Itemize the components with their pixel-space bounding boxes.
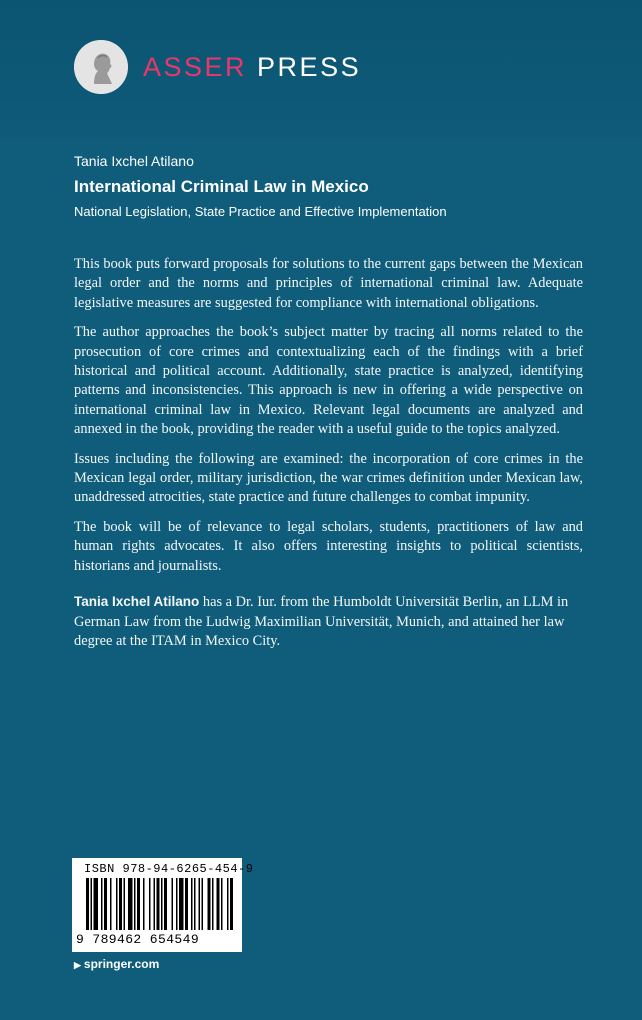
arrow-right-icon: ▶ xyxy=(74,960,81,970)
isbn-barcode xyxy=(72,858,254,952)
author-bio-text: has a Dr. Iur. from the Humboldt Universität Berlin, an LLM in German Law from the Ludwig Maximilian Universität, Munich, and attained her law degree at the ITAM in Mexico City. xyxy=(74,594,569,649)
book-subtitle: National Legislation, State Practice and Effective Implementation xyxy=(74,204,447,219)
springer-url: springer.com xyxy=(83,957,160,971)
blurb xyxy=(74,255,583,661)
barcode-bars xyxy=(76,878,238,934)
blurb-paragraph-4: The book will be of relevance to legal scholars, students, practitioners of law and human rights advocates. It also offers interesting insights to political scientists, historians and journalists. xyxy=(74,518,583,574)
author-bio xyxy=(74,592,583,651)
author-bio-name: Tania Ixchel Atilano xyxy=(74,594,200,610)
isbn-label: ISBN 978-94-6265-454-9 xyxy=(84,862,254,876)
brand-asser: ASSER xyxy=(143,52,248,82)
publisher-brand xyxy=(143,51,361,83)
book-title: International Criminal Law in Mexico xyxy=(74,177,369,196)
blurb-paragraph-2: The author approaches the book’s subject matter by tracing all norms related to the prosecution of core crimes and contextualizing each of the findings with a brief historical and political account. Additionally, state practice is analyzed, identifying patterns and inconsistencies. This approach is new in offering a wide perspective on international criminal law in Mexico. Relevant legal documents are analyzed and annexed in the book, providing the reader with a useful guide to the topics analyzed. xyxy=(74,324,583,438)
springer-link[interactable] xyxy=(74,957,159,971)
blurb-paragraph-1: This book puts forward proposals for solutions to the current gaps between the Mexican legal order and the norms and principles of international criminal law. Adequate legislative measures are suggested for compliance with international obligations. xyxy=(74,256,583,311)
book-author: Tania Ixchel Atilano xyxy=(74,153,194,169)
blurb-paragraph-3: Issues including the following are examined: the incorporation of core crimes in the Mexican legal order, military jurisdiction, the war crimes definition under Mexican law, unaddressed atrocities, state practice and future challenges to combat impunity. xyxy=(74,450,583,506)
publisher-logo-icon xyxy=(74,40,128,94)
brand-press: PRESS xyxy=(257,52,362,82)
barcode-digits: 9 789462 654549 xyxy=(76,932,200,947)
